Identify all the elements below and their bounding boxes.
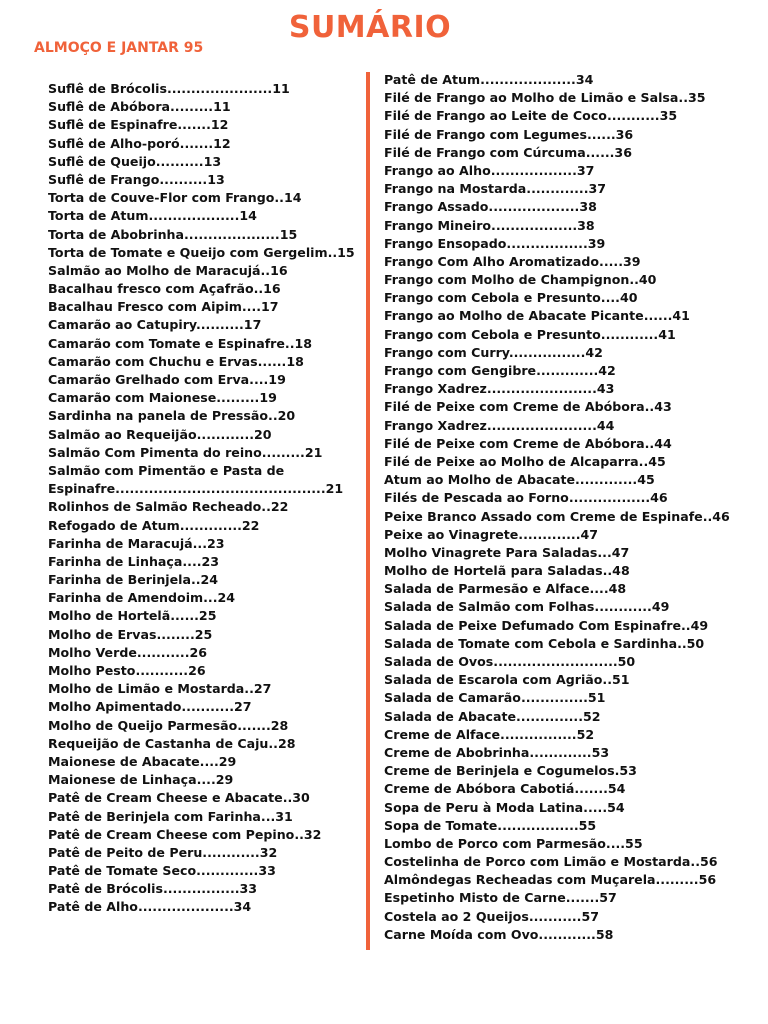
toc-entry: Salada de Salmão com Folhas............49 <box>384 599 670 615</box>
toc-entry: Filés de Pescada ao Forno.................46 <box>384 490 668 506</box>
toc-entry: Salada de Peixe Defumado Com Espinafre..49 <box>384 617 709 633</box>
toc-entry: Filé de Frango ao Leite de Coco...........35 <box>384 108 678 124</box>
toc-entry: Filé de Peixe com Creme de Abóbora..44 <box>384 435 672 451</box>
toc-entry: Frango com Curry................42 <box>384 344 603 360</box>
toc-entry: Sopa de Peru à Moda Latina.....54 <box>384 799 625 815</box>
toc-entry: Peixe ao Vinagrete.............47 <box>384 526 599 542</box>
toc-entry: Salada de Camarão..............51 <box>384 690 606 706</box>
toc-entry: Frango Assado...................38 <box>384 199 597 215</box>
toc-entry: Salada de Abacate..............52 <box>384 708 601 724</box>
toc-entry: Frango ao Alho..................37 <box>384 162 595 178</box>
toc-entry: Patê de Berinjela com Farinha...31 <box>48 808 293 824</box>
toc-entry: Patê de Cream Cheese e Abacate..30 <box>48 790 310 806</box>
toc-entry: Creme de Abobrinha.............53 <box>384 744 610 760</box>
toc-entry: Filé de Peixe ao Molho de Alcaparra..45 <box>384 453 666 469</box>
toc-entry: Sopa de Tomate.................55 <box>384 817 597 833</box>
toc-entry: Suflê de Queijo..........13 <box>48 153 222 169</box>
toc-entry: Salada de Parmesão e Alface....48 <box>384 581 627 597</box>
toc-entry: Camarão com Chuchu e Ervas......18 <box>48 353 304 369</box>
toc-entry: Bacalhau Fresco com Aipim....17 <box>48 299 279 315</box>
toc-entry: Espetinho Misto de Carne.......57 <box>384 890 617 906</box>
toc-entry: Molho de Queijo Parmesão.......28 <box>48 717 289 733</box>
toc-entry: Suflê de Alho-poró.......12 <box>48 135 231 151</box>
toc-entry: Creme de Abóbora Cabotiá.......54 <box>384 781 626 797</box>
toc-entry: Salada de Ovos..........................50 <box>384 654 636 669</box>
toc-entry: Costelinha de Porco com Limão e Mostarda..56 <box>384 854 718 870</box>
toc-entry: Patê de Atum....................34 <box>384 72 594 87</box>
section-subtitle: ALMOÇO E JANTAR 95 <box>34 40 204 56</box>
toc-entry: Frango Com Alho Aromatizado.....39 <box>384 253 641 269</box>
toc-entry: Frango Xadrez.......................43 <box>384 381 615 397</box>
toc-entry: Salmão com Pimentão e Pasta de <box>48 462 285 478</box>
toc-entry: Molho Apimentado...........27 <box>48 699 252 715</box>
toc-entry: Salada de Tomate com Cebola e Sardinha..50 <box>384 635 705 651</box>
toc-entry: Patê de Alho....................34 <box>48 899 252 915</box>
toc-entry: Frango na Mostarda.............37 <box>384 181 607 197</box>
toc-entry: Carne Moída com Ovo............58 <box>384 926 614 942</box>
toc-entry: Suflê de Abóbora.........11 <box>48 99 231 115</box>
toc-entry: Salmão ao Requeijão............20 <box>48 426 272 442</box>
toc-entry: Camarão com Tomate e Espinafre..18 <box>48 335 313 351</box>
toc-entry: Torta de Abobrinha....................15 <box>48 226 298 242</box>
toc-entry: Farinha de Linhaça....23 <box>48 553 220 569</box>
toc-entry: Molho de Hortelã para Saladas..48 <box>384 563 630 579</box>
toc-entry: Sardinha na panela de Pressão..20 <box>48 408 296 424</box>
toc-entry: Requeijão de Castanha de Caju..28 <box>48 735 296 751</box>
toc-entry: Torta de Tomate e Queijo com Gergelim..15 <box>48 244 355 260</box>
toc-entry: Patê de Peito de Peru............32 <box>48 844 278 860</box>
toc-entry: Molho de Ervas........25 <box>48 626 213 642</box>
toc-entry: Frango ao Molho de Abacate Picante......41 <box>384 308 690 324</box>
toc-entry: Farinha de Maracujá...23 <box>48 535 225 551</box>
toc-entry: Salmão Com Pimenta do reino.........21 <box>48 444 323 460</box>
toc-entry: Farinha de Berinjela..24 <box>48 572 219 588</box>
toc-entry: Molho Pesto...........26 <box>48 663 206 678</box>
toc-entry: Peixe Branco Assado com Creme de Espinafe..46 <box>384 508 730 524</box>
toc-entry: Frango com Cebola e Presunto............41 <box>384 326 676 342</box>
toc-entry: Frango com Molho de Champignon..40 <box>384 272 657 288</box>
toc-entry: Almôndegas Recheadas com Muçarela.........56 <box>384 872 717 888</box>
toc-entry: Costela ao 2 Queijos...........57 <box>384 908 599 924</box>
toc-entry: Atum ao Molho de Abacate.............45 <box>384 472 655 488</box>
toc-entry: Salada de Escarola com Agrião..51 <box>384 672 630 688</box>
toc-entry: Suflê de Frango..........13 <box>48 171 225 187</box>
toc-entry: Patê de Tomate Seco.............33 <box>48 863 276 879</box>
toc-entry: Molho Verde...........26 <box>48 644 208 660</box>
toc-entry: Bacalhau fresco com Açafrão..16 <box>48 281 281 297</box>
toc-entry: Maionese de Linhaça....29 <box>48 772 234 788</box>
toc-left-column <box>48 80 355 917</box>
toc-entry: Frango Mineiro..................38 <box>384 217 595 233</box>
toc-entry: Patê de Cream Cheese com Pepino..32 <box>48 826 322 842</box>
toc-entry: Creme de Berinjela e Cogumelos.53 <box>384 763 637 779</box>
toc-entry: Frango Ensopado.................39 <box>384 235 606 251</box>
toc-entry: Molho de Limão e Mostarda..27 <box>48 681 272 697</box>
toc-entry: Creme de Alface................52 <box>384 726 595 742</box>
toc-entry: Molho de Hortelã......25 <box>48 608 217 624</box>
toc-entry: Filé de Frango com Legumes......36 <box>384 126 634 142</box>
toc-entry: Patê de Brócolis................33 <box>48 881 258 897</box>
toc-entry: Rolinhos de Salmão Recheado..22 <box>48 499 289 515</box>
toc-entry: Filé de Peixe com Creme de Abóbora..43 <box>384 399 672 415</box>
toc-entry: Suflê de Brócolis......................11 <box>48 81 290 96</box>
toc-entry: Espinafre............................................21 <box>48 481 344 497</box>
toc-entry: Molho Vinagrete Para Saladas...47 <box>384 544 630 560</box>
toc-entry: Salmão ao Molho de Maracujá..16 <box>48 262 288 278</box>
toc-entry: Frango com Cebola e Presunto....40 <box>384 290 638 306</box>
column-divider <box>366 72 370 950</box>
toc-entry: Filé de Frango ao Molho de Limão e Salsa..35 <box>384 90 706 106</box>
toc-entry: Farinha de Amendoim...24 <box>48 590 236 606</box>
toc-entry: Camarão Grelhado com Erva....19 <box>48 372 286 387</box>
toc-entry: Suflê de Espinafre.......12 <box>48 117 229 133</box>
page-title: SUMÁRIO <box>288 10 452 45</box>
toc-entry: Refogado de Atum.............22 <box>48 517 260 533</box>
toc-entry: Frango Xadrez.......................44 <box>384 417 615 433</box>
toc-entry: Torta de Atum...................14 <box>48 208 257 224</box>
toc-entry: Camarão ao Catupiry..........17 <box>48 317 262 333</box>
toc-entry: Filé de Frango com Cúrcuma......36 <box>384 144 632 160</box>
toc-entry: Torta de Couve-Flor com Frango..14 <box>48 190 302 206</box>
toc-entry: Maionese de Abacate....29 <box>48 753 237 769</box>
toc-entry: Lombo de Porco com Parmesão....55 <box>384 835 643 851</box>
toc-entry: Frango com Gengibre.............42 <box>384 363 616 378</box>
toc-entry: Camarão com Maionese.........19 <box>48 390 277 406</box>
toc-right-column <box>384 71 730 944</box>
